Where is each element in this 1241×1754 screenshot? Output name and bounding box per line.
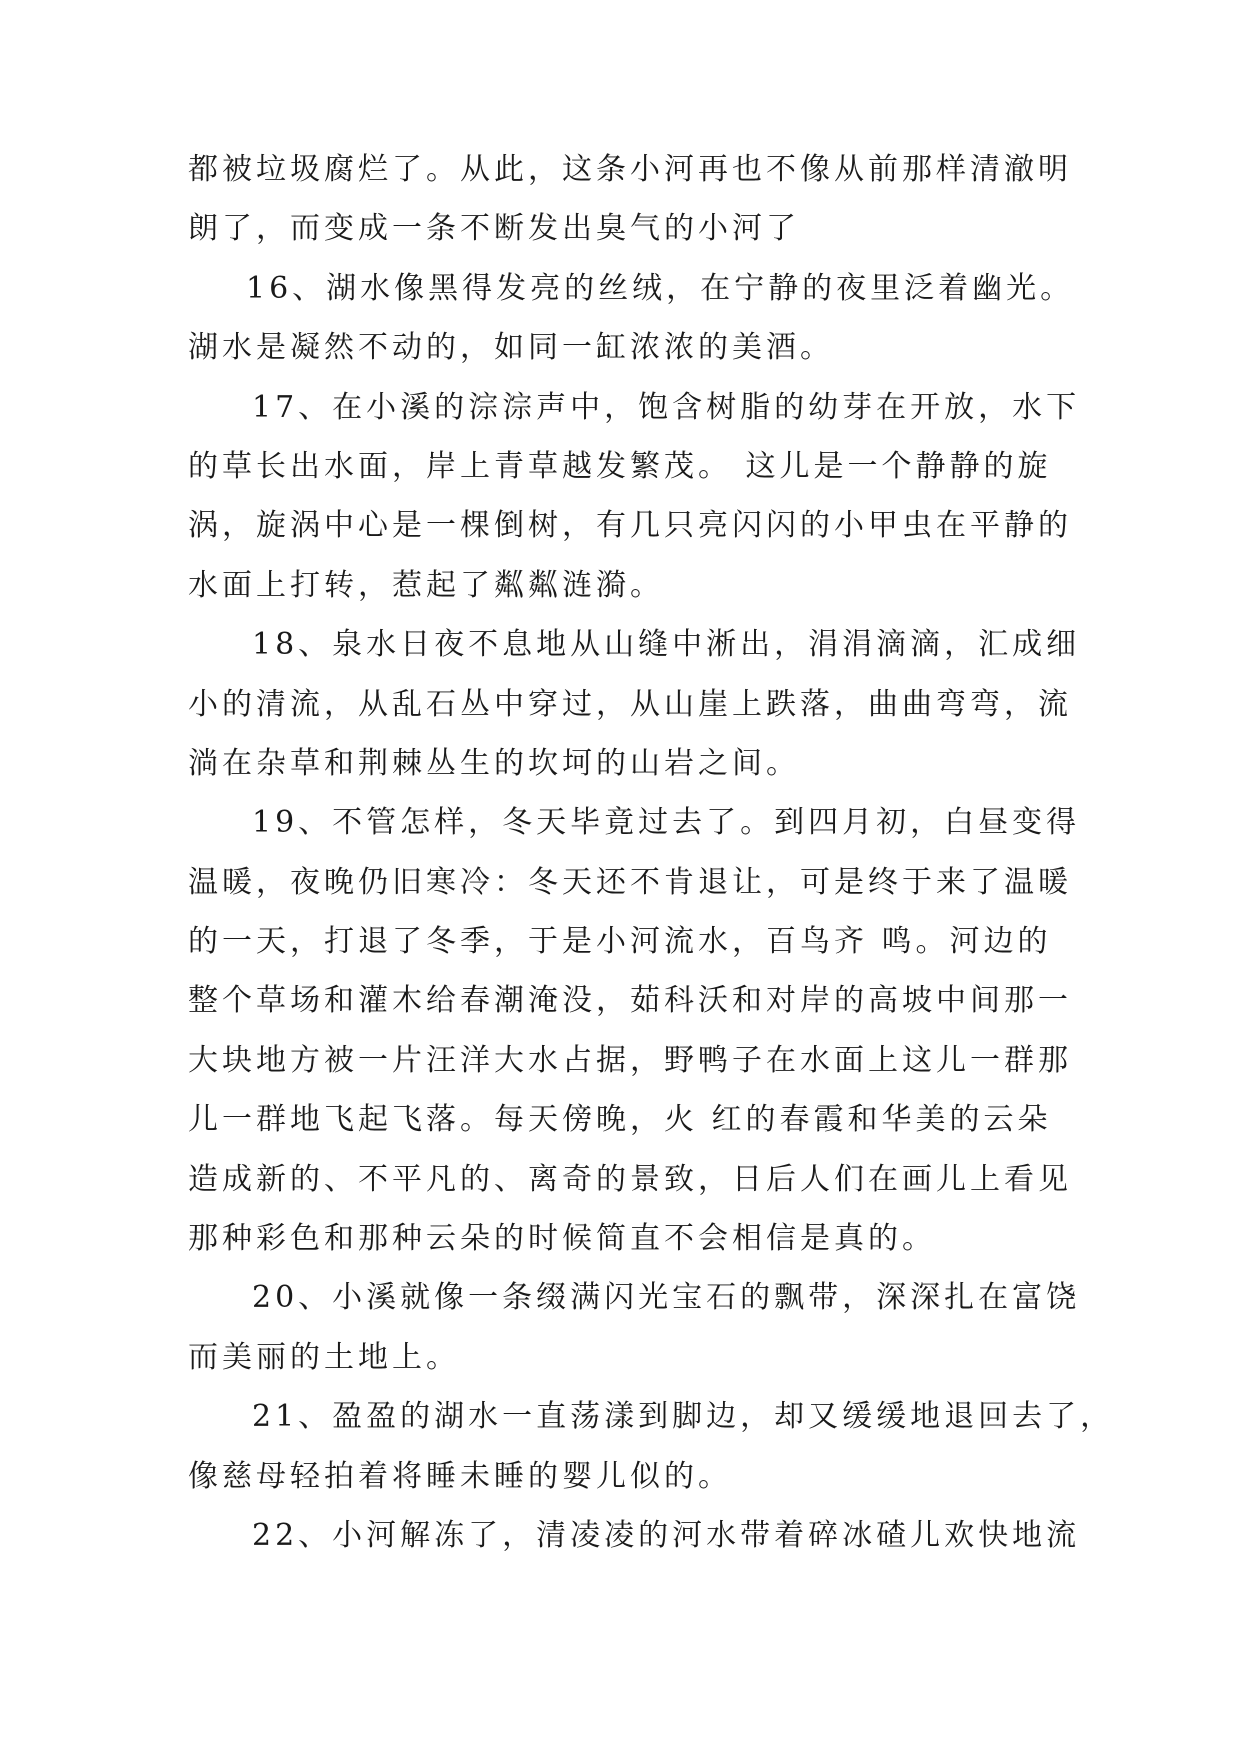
paragraph-16-start: 16、湖水像黑得发亮的丝绒，在宁静的夜里泛着幽光。: [246, 270, 1075, 306]
text-line: 的一天，打退了冬季，于是小河流水，百鸟齐 鸣。河边的: [188, 924, 1052, 960]
text-line: 都被垃圾腐烂了。从此，这条小河再也不像从前那样清澈明: [188, 152, 1072, 187]
text-line: 涡，旋涡中心是一棵倒树，有几只亮闪闪的小甲虫在平静的: [188, 508, 1072, 544]
paragraph-18-start: 18、泉水日夜不息地从山缝中淅出，涓涓滴滴，汇成细: [252, 627, 1081, 663]
text-line: 整个草场和灌木给春潮淹没，茹科沃和对岸的高坡中间那一: [188, 983, 1072, 1019]
text-line: 温暖，夜晚仍旧寒冷：冬天还不肯退让，可是终于来了温暖: [188, 864, 1072, 900]
paragraph-19-start: 19、不管怎样，冬天毕竟过去了。到四月初，白昼变得: [252, 805, 1081, 841]
text-line: 的草长出水面，岸上青草越发繁茂。 这儿是一个静静的旋: [188, 448, 1052, 484]
text-line: 水面上打转，惹起了粼粼涟漪。: [188, 567, 664, 603]
text-line: 小的清流，从乱石丛中穿过，从山崖上跌落，曲曲弯弯，流: [188, 686, 1072, 722]
text-line: 像慈母轻拍着将睡未睡的婴儿似的。: [188, 1458, 732, 1494]
text-line: 那种彩色和那种云朵的时候简直不会相信是真的。: [188, 1221, 936, 1257]
paragraph-20-start: 20、小溪就像一条缀满闪光宝石的飘带，深深扎在富饶: [252, 1280, 1081, 1316]
text-line: 大块地方被一片汪洋大水占据，野鸭子在水面上这儿一群那: [188, 1042, 1072, 1078]
paragraph-22-start: 22、小河解冻了，清凌凌的河水带着碎冰碴儿欢快地流: [252, 1517, 1081, 1553]
text-line: 淌在杂草和荆棘丛生的坎坷的山岩之间。: [188, 745, 800, 781]
paragraph-21-start: 21、盈盈的湖水一直荡漾到脚边，却又缓缓地退回去了，: [252, 1399, 1115, 1435]
text-line: 儿一群地飞起飞落。每天傍晚，火 红的春霞和华美的云朵: [188, 1102, 1052, 1138]
paragraph-17-start: 17、在小溪的淙淙声中，饱含树脂的幼芽在开放，水下: [252, 389, 1081, 425]
text-line: 湖水是凝然不动的，如同一缸浓浓的美酒。: [188, 330, 834, 366]
text-line: 朗了，而变成一条不断发出臭气的小河了: [188, 211, 800, 247]
text-line: 而美丽的土地上。: [188, 1339, 460, 1375]
text-line: 造成新的、不平凡的、离奇的景致，日后人们在画儿上看见: [188, 1161, 1072, 1197]
document-body: [188, 140, 1115, 1565]
